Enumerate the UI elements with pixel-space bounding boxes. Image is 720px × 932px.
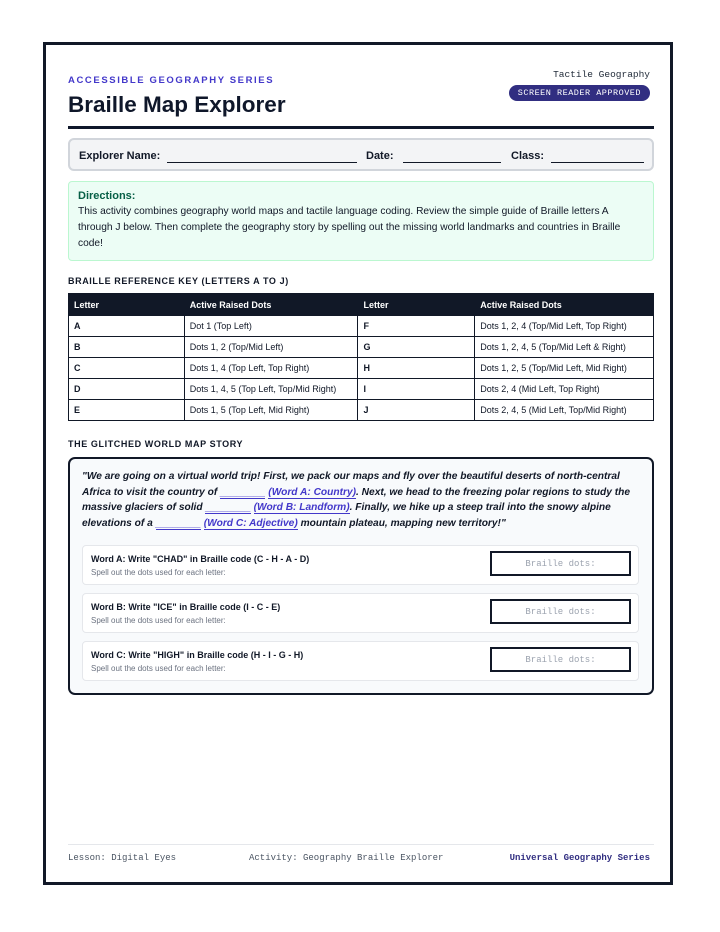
class-field[interactable]: [551, 162, 644, 163]
word-a-braille-input[interactable]: Braille dots:: [490, 551, 631, 576]
series-kicker: ACCESSIBLE GEOGRAPHY SERIES: [68, 75, 275, 86]
word-c-instruction: Spell out the dots used for each letter:: [91, 664, 226, 673]
class-label: Class:: [511, 150, 545, 162]
explorer-name-field[interactable]: [167, 162, 357, 163]
word-c-braille-input[interactable]: Braille dots:: [490, 647, 631, 672]
brand-label: Tactile Geography: [553, 69, 650, 80]
page-title: Braille Map Explorer: [68, 92, 286, 117]
story-part: "We are going on a virtual world trip! First, we pack our maps and fly over the beautiful deserts of north-central Africa to visit the country of: [82, 471, 620, 498]
table-row: [69, 337, 654, 358]
directions-text: This activity combines geography world maps and tactile language coding. Review the simple guide of Braille letters A through J below. Then complete the geography story by spelling out the missing world landmarks and countries in Braille code!: [78, 206, 621, 249]
braille-reference-table: [68, 293, 654, 421]
footer-brand: Universal Geography Series: [509, 853, 650, 863]
column-header: Active Raised Dots: [184, 294, 358, 316]
dots-cell: Dots 1, 4, 5 (Top Left, Top/Mid Right): [184, 379, 358, 400]
table-row: [69, 379, 654, 400]
table-row: [69, 316, 654, 337]
column-header: Active Raised Dots: [475, 294, 654, 316]
story-part: mountain plateau, mapping new territory!": [297, 517, 506, 529]
date-field[interactable]: [403, 162, 501, 163]
worksheet-page: [43, 42, 673, 885]
letter-cell: C: [69, 358, 185, 379]
explorer-name-label: Explorer Name:: [79, 150, 161, 162]
word-b-braille-input[interactable]: Braille dots:: [490, 599, 631, 624]
letter-cell: F: [358, 316, 475, 337]
word-b-instruction: Spell out the dots used for each letter:: [91, 616, 226, 625]
blank-word-b: ________: [205, 502, 251, 513]
hint-word-b: (Word B: Landform): [253, 502, 350, 513]
directions-box: [68, 181, 654, 261]
word-b-title: Word B: Write "ICE" in Braille code (I - C - E): [91, 602, 281, 612]
status-badge: SCREEN READER APPROVED: [509, 85, 650, 101]
letter-cell: J: [358, 400, 475, 421]
story-part: . Finally, we hike up a steep trail into the snowy alpine elevations of a: [82, 502, 611, 529]
reference-heading: BRAILLE REFERENCE KEY (LETTERS A TO J): [68, 276, 289, 286]
story-heading: THE GLITCHED WORLD MAP STORY: [68, 439, 244, 449]
title-divider: [68, 126, 654, 129]
directions-title: Directions:: [78, 190, 136, 202]
hint-word-a: (Word A: Country): [268, 486, 357, 498]
dots-cell: Dots 1, 5 (Top Left, Mid Right): [184, 400, 358, 421]
letter-cell: G: [358, 337, 475, 358]
table-header-row: [69, 294, 654, 316]
letter-cell: E: [69, 400, 185, 421]
student-info-bar: [68, 138, 654, 171]
dots-cell: Dot 1 (Top Left): [184, 316, 358, 337]
footer-activity: Activity: Geography Braille Explorer: [249, 853, 444, 863]
footer-divider: [68, 844, 654, 845]
blank-word-a: ________: [220, 486, 266, 498]
word-a-card: [82, 545, 639, 585]
letter-cell: H: [358, 358, 475, 379]
letter-cell: D: [69, 379, 185, 400]
word-a-title: Word A: Write "CHAD" in Braille code (C - H - A - D): [91, 554, 310, 564]
word-c-title: Word C: Write "HIGH" in Braille code (H - I - G - H): [91, 650, 304, 660]
word-b-card: [82, 593, 639, 633]
dots-cell: Dots 1, 2, 4 (Top/Mid Left, Top Right): [475, 316, 654, 337]
dots-cell: Dots 1, 2 (Top/Mid Left): [184, 337, 358, 358]
letter-cell: B: [69, 337, 185, 358]
table-row: [69, 358, 654, 379]
dots-cell: Dots 1, 2, 5 (Top/Mid Left, Mid Right): [475, 358, 654, 379]
footer-lesson: Lesson: Digital Eyes: [68, 853, 177, 863]
word-a-instruction: Spell out the dots used for each letter:: [91, 568, 226, 577]
story-text: [82, 469, 642, 531]
word-c-card: [82, 641, 639, 681]
letter-cell: A: [69, 316, 185, 337]
dots-cell: Dots 1, 2, 4, 5 (Top/Mid Left & Right): [475, 337, 654, 358]
dots-cell: Dots 2, 4, 5 (Mid Left, Top/Mid Right): [475, 400, 654, 421]
column-header: Letter: [358, 294, 475, 316]
blank-word-c: ________: [155, 517, 201, 529]
column-header: Letter: [69, 294, 185, 316]
table-row: [69, 400, 654, 421]
dots-cell: Dots 2, 4 (Mid Left, Top Right): [475, 379, 654, 400]
story-part: . Next, we head to the freezing polar regions to study the massive glaciers of solid: [82, 486, 630, 513]
dots-cell: Dots 1, 4 (Top Left, Top Right): [184, 358, 358, 379]
letter-cell: I: [358, 379, 475, 400]
story-box: [68, 457, 654, 695]
date-label: Date:: [366, 150, 394, 162]
hint-word-c: (Word C: Adjective): [203, 517, 298, 529]
